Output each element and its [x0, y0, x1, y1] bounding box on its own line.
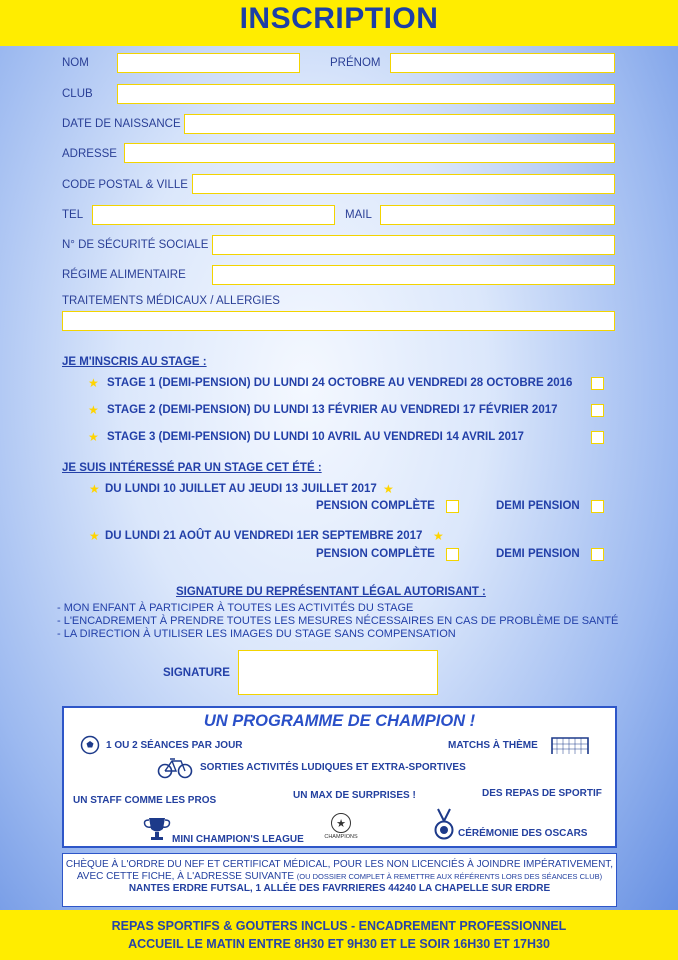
- stage-option-3: STAGE 3 (DEMI-PENSION) DU LUNDI 10 AVRIL AU VENDREDI 14 AVRIL 2017: [107, 431, 524, 443]
- period-2-pension-complete-checkbox[interactable]: [446, 548, 459, 561]
- code-postal-label: CODE POSTAL & VILLE: [62, 179, 188, 191]
- programme-item-surprises: UN MAX DE SURPRISES !: [293, 790, 416, 801]
- goal-icon: [549, 734, 591, 756]
- regime-label: RÉGIME ALIMENTAIRE: [62, 269, 186, 281]
- pension-complete-label: PENSION COMPLÈTE: [316, 548, 435, 560]
- medal-icon: [432, 808, 456, 842]
- star-icon: ★: [88, 430, 99, 444]
- stage-option-2: STAGE 2 (DEMI-PENSION) DU LUNDI 13 FÉVRIER AU VENDREDI 17 FÉVRIER 2017: [107, 404, 558, 416]
- info-line-1: CHÈQUE À L'ORDRE DU NEF ET CERTIFICAT MÉDICAL, POUR LES NON LICENCIÉS À JOINDRE IMPÉRATIVEMENT,: [65, 859, 614, 870]
- info-box: [62, 853, 617, 907]
- adresse-label: ADRESSE: [62, 148, 117, 160]
- club-label: CLUB: [62, 88, 93, 100]
- programme-title: UN PROGRAMME DE CHAMPION !: [203, 712, 476, 730]
- nom-field[interactable]: [117, 53, 300, 73]
- star-icon: ★: [88, 376, 99, 390]
- programme-item-league: MINI CHAMPION'S LEAGUE: [172, 834, 304, 845]
- summer-period-1: DU LUNDI 10 JUILLET AU JEUDI 13 JUILLET 2017: [105, 483, 377, 495]
- period-2-demi-pension-checkbox[interactable]: [591, 548, 604, 561]
- stage-option-1: STAGE 1 (DEMI-PENSION) DU LUNDI 24 OCTOBRE AU VENDREDI 28 OCTOBRE 2016: [107, 377, 573, 389]
- date-naissance-field[interactable]: [184, 114, 615, 134]
- signature-heading: SIGNATURE DU REPRÉSENTANT LÉGAL AUTORISANT :: [176, 586, 486, 598]
- summer-heading: JE SUIS INTÉRESSÉ PAR UN STAGE CET ÉTÉ :: [62, 462, 322, 474]
- footer-line-2: ACCUEIL LE MATIN ENTRE 8H30 ET 9H30 ET LE SOIR 16H30 ET 17H30: [128, 937, 550, 951]
- prenom-label: PRÉNOM: [330, 57, 381, 69]
- period-1-demi-pension-checkbox[interactable]: [591, 500, 604, 513]
- info-line-3: NANTES ERDRE FUTSAL, 1 ALLÉE DES FAVRRIERES 44240 LA CHAPELLE SUR ERDRE: [128, 883, 551, 894]
- page-title: INSCRIPTION: [239, 2, 439, 35]
- star-icon: ★: [383, 482, 394, 496]
- programme-item-matchs: MATCHS À THÈME: [448, 740, 538, 751]
- info-line-2-note: (OU DOSSIER COMPLET À REMETTRE AUX RÉFÉRENTS LORS DES SÉANCES CLUB): [296, 872, 603, 881]
- summer-period-2: DU LUNDI 21 AOÛT AU VENDREDI 1ER SEPTEMBRE 2017: [105, 530, 423, 542]
- traitements-field[interactable]: [62, 311, 615, 331]
- programme-item-oscars: CÉRÉMONIE DES OSCARS: [458, 828, 588, 839]
- code-postal-field[interactable]: [192, 174, 615, 194]
- adresse-field[interactable]: [124, 143, 615, 163]
- programme-item-staff: UN STAFF COMME LES PROS: [73, 795, 217, 806]
- star-icon: ★: [89, 529, 100, 543]
- traitements-label: TRAITEMENTS MÉDICAUX / ALLERGIES: [62, 295, 280, 307]
- secu-label: N° DE SÉCURITÉ SOCIALE: [62, 239, 209, 251]
- mail-field[interactable]: [380, 205, 615, 225]
- programme-item-repas: DES REPAS DE SPORTIF: [482, 788, 602, 799]
- authorization-line: - LA DIRECTION À UTILISER LES IMAGES DU STAGE SANS COMPENSATION: [57, 628, 456, 640]
- footer-bar: [0, 910, 678, 960]
- tel-field[interactable]: [92, 205, 335, 225]
- regime-field[interactable]: [212, 265, 615, 285]
- tel-label: TEL: [62, 209, 84, 221]
- trophy-icon: [142, 815, 172, 843]
- stage-1-checkbox[interactable]: [591, 377, 604, 390]
- programme-item-sorties: SORTIES ACTIVITÉS LUDIQUES ET EXTRA-SPORTIVES: [200, 762, 466, 773]
- star-icon: ★: [88, 403, 99, 417]
- info-line-2: [63, 871, 616, 883]
- info-line-2-main: AVEC CETTE FICHE, À L'ADRESSE SUIVANTE: [76, 871, 294, 882]
- champions-logo-text: CHAMPIONS: [324, 834, 358, 840]
- demi-pension-label: DEMI PENSION: [496, 500, 580, 512]
- stage-3-checkbox[interactable]: [591, 431, 604, 444]
- mail-label: MAIL: [345, 209, 372, 221]
- stage-heading: JE M'INSCRIS AU STAGE :: [62, 356, 207, 368]
- authorization-line: - MON ENFANT À PARTICIPER À TOUTES LES ACTIVITÉS DU STAGE: [57, 602, 414, 614]
- secu-field[interactable]: [212, 235, 615, 255]
- club-field[interactable]: [117, 84, 615, 104]
- footer-line-1: REPAS SPORTIFS & GOUTERS INCLUS - ENCADREMENT PROFESSIONNEL: [111, 919, 567, 933]
- date-naissance-label: DATE DE NAISSANCE: [62, 118, 181, 130]
- signature-box[interactable]: [238, 650, 438, 695]
- champions-league-star-icon: [328, 812, 354, 834]
- star-icon: ★: [89, 482, 100, 496]
- stage-2-checkbox[interactable]: [591, 404, 604, 417]
- period-1-pension-complete-checkbox[interactable]: [446, 500, 459, 513]
- soccer-ball-icon: [80, 735, 100, 755]
- programme-item-seances: 1 OU 2 SÉANCES PAR JOUR: [106, 740, 243, 751]
- signature-label: SIGNATURE: [163, 667, 230, 679]
- programme-box: [62, 706, 617, 848]
- nom-label: NOM: [62, 57, 89, 69]
- prenom-field[interactable]: [390, 53, 615, 73]
- pension-complete-label: PENSION COMPLÈTE: [316, 500, 435, 512]
- svg-text:★: ★: [336, 817, 346, 830]
- bicycle-icon: [156, 755, 194, 779]
- star-icon: ★: [433, 529, 444, 543]
- authorization-line: - L'ENCADREMENT À PRENDRE TOUTES LES MESURES NÉCESSAIRES EN CAS DE PROBLÈME DE SANTÉ: [57, 615, 619, 627]
- demi-pension-label: DEMI PENSION: [496, 548, 580, 560]
